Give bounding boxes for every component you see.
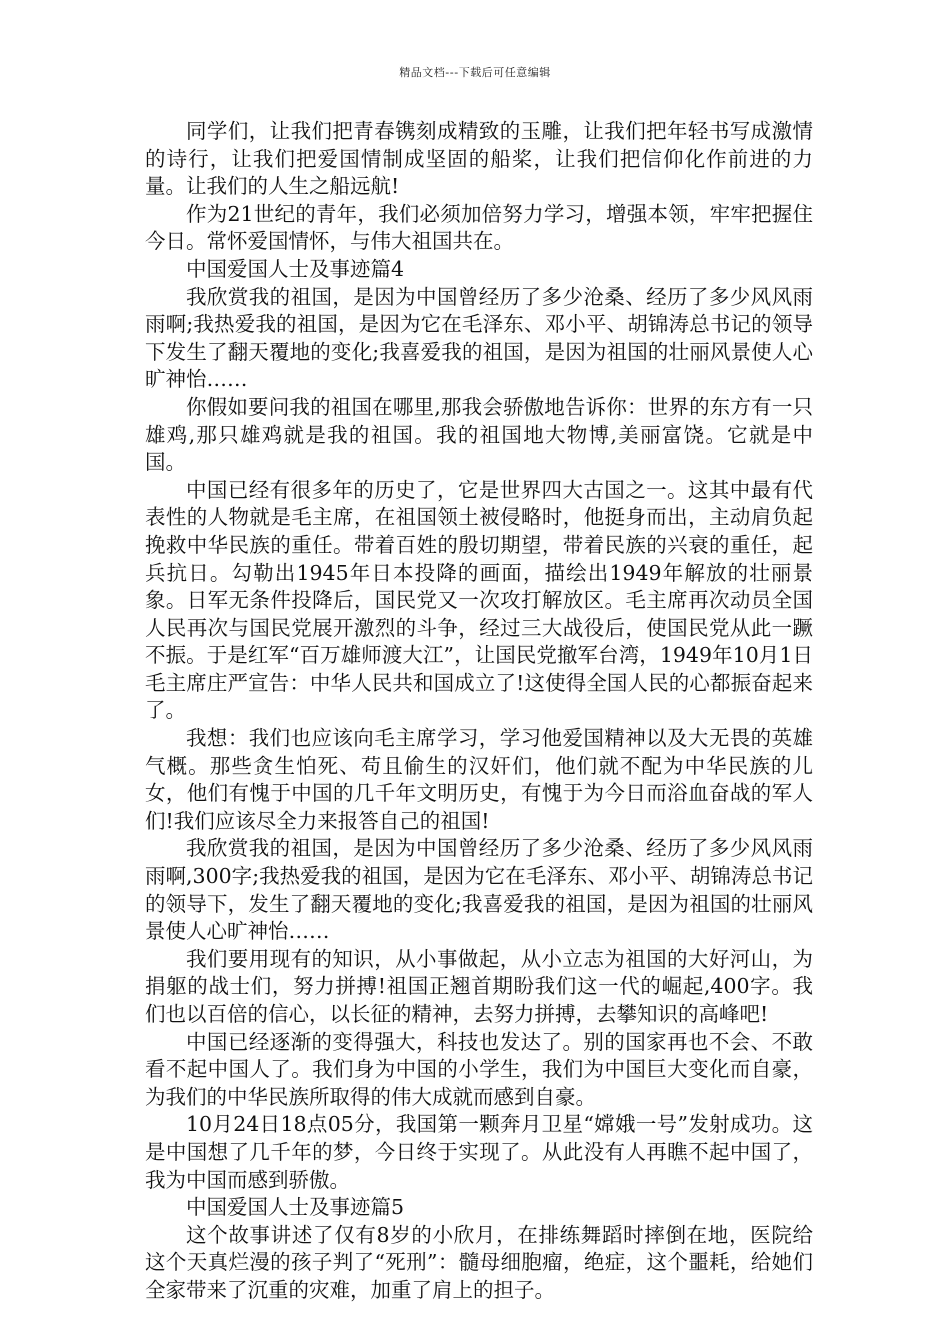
paragraph: 10月24日18点05分，我国第一颗奔月卫星“嫦娥一号”发射成功。这是中国想了几千年的梦，今日终于实现了。从此没有人再瞧不起中国了，我为中国而感到骄傲。 — [145, 1112, 813, 1192]
paragraph: 中国已经逐渐的变得强大，科技也发达了。别的国家再也不会、不敢看不起中国人了。我们身为中国的小学生，我们为中国巨大变化而自豪，为我们的中华民族所取得的伟大成就而感到自豪。 — [145, 1029, 813, 1109]
paragraph: 我欣赏我的祖国，是因为中国曾经历了多少沧桑、经历了多少风风雨雨啊,300字;我热爱我的祖国，是因为它在毛泽东、邓小平、胡锦涛总书记的领导下，发生了翻天覆地的变化;我喜爱我的祖国，是因为祖国的壮丽风景使人心旷神怡…… — [145, 836, 813, 944]
paragraph: 你假如要问我的祖国在哪里,那我会骄傲地告诉你：世界的东方有一只雄鸡,那只雄鸡就是我的祖国。我的祖国地大物博,美丽富饶。它就是中国。 — [145, 394, 813, 475]
paragraph: 我们要用现有的知识，从小事做起，从小立志为祖国的大好河山，为捐躯的战士们，努力拼搏!祖国正翘首期盼我们这一代的崛起,400字。我们也以百倍的信心，以长征的精神，去努力拼搏，去攀知识的高峰吧! — [145, 946, 813, 1026]
paragraph: 这个故事讲述了仅有8岁的小欣月，在排练舞蹈时摔倒在地，医院给这个天真烂漫的孩子判了“死刑”：髓母细胞瘤，绝症，这个噩耗，给她们全家带来了沉重的灾难，加重了肩上的担子。 — [145, 1222, 813, 1302]
section-heading: 中国爱国人士及事迹篇4 — [186, 256, 405, 281]
paragraph: 我想：我们也应该向毛主席学习，学习他爱国精神以及大无畏的英雄气概。那些贪生怕死、苟且偷生的汉奸们，他们就不配为中华民族的儿女，他们有愧于中国的几千年文明历史，有愧于为今日而浴血奋战的军人们!我们应该尽全力来报答自己的祖国! — [145, 726, 813, 833]
paragraph: 作为21世纪的青年，我们必须加倍努力学习，增强本领，牢牢把握住今日。常怀爱国情怀，与伟大祖国共在。 — [145, 201, 813, 254]
document-body — [145, 118, 813, 1305]
page-header: 精品文档---下载后可任意编辑 — [399, 66, 551, 79]
section-heading: 中国爱国人士及事迹篇5 — [186, 1195, 405, 1220]
paragraph: 中国已经有很多年的历史了，它是世界四大古国之一。这其中最有代表性的人物就是毛主席，在祖国领土被侵略时，他挺身而出，主动肩负起挽救中华民族的重任。带着百姓的殷切期望，带着民族的兴衰的重任，起兵抗日。勾勒出1945年日本投降的画面，描绘出1949年解放的壮丽景象。日军无条件投降后，国民党又一次攻打解放区。毛主席再次动员全国人民再次与国民党展开激烈的斗争，经过三大战役后，使国民党从此一蹶不振。于是红军“百万雄师渡大江”，让国民党撤军台湾，1949年10月1日毛主席庄严宣告：中华人民共和国成立了!这使得全国人民的心都振奋起来了。 — [145, 477, 813, 723]
paragraph: 我欣赏我的祖国，是因为中国曾经历了多少沧桑、经历了多少风风雨雨啊;我热爱我的祖国，是因为它在毛泽东、邓小平、胡锦涛总书记的领导下发生了翻天覆地的变化;我喜爱我的祖国，是因为祖国的壮丽风景使人心旷神怡…… — [145, 284, 813, 392]
paragraph: 同学们，让我们把青春镌刻成精致的玉雕，让我们把年轻书写成激情的诗行，让我们把爱国情制成坚固的船桨，让我们把信仰化作前进的力量。让我们的人生之船远航! — [145, 119, 813, 199]
